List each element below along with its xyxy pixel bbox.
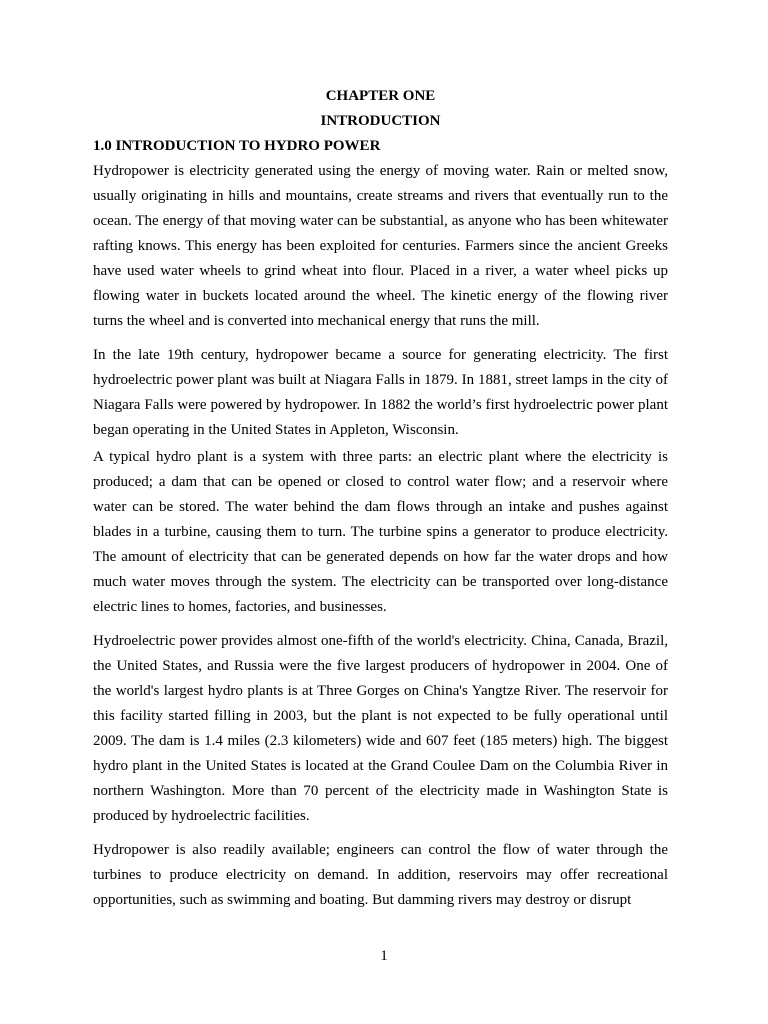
document-page (93, 84, 668, 913)
chapter-title: INTRODUCTION (320, 113, 441, 129)
page-number: 1 (380, 948, 388, 964)
paragraph-hydropower-definition: Hydropower is electricity generated using the energy of moving water. Rain or melted snow, usually originating in hills and mountains, create streams and rivers that eventually run to the ocean. The energy of that moving water can be substantial, as anyone who has been whitewater rafting knows. This energy has been exploited for centuries. Farmers since the ancient Greeks have used water wheels to grind wheat into flour. Placed in a river, a water wheel picks up flowing water in buckets located around the wheel. The kinetic energy of the flowing river turns the wheel and is converted into mechanical energy that runs the mill. (93, 163, 668, 329)
section-heading: 1.0 INTRODUCTION TO HYDRO POWER (93, 138, 381, 154)
paragraph-world-production: Hydroelectric power provides almost one-fifth of the world's electricity. China, Canada, Brazil, the United States, and Russia were the five largest producers of hydropower in 2004. One of the world's largest hydro plants is at Three Gorges on China's Yangtze River. The reservoir for this facility started filling in 2003, but the plant is not expected to be fully operational until 2009. The dam is 1.4 miles (2.3 kilometers) wide and 607 feet (185 meters) high. The biggest hydro plant in the United States is located at the Grand Coulee Dam on the Columbia River in northern Washington. More than 70 percent of the electricity made in Washington State is produced by hydroelectric facilities. (93, 633, 668, 824)
paragraph-availability: Hydropower is also readily available; engineers can control the flow of water through the turbines to produce electricity on demand. In addition, reservoirs may offer recreational opportunities, such as swimming and boating. But damming rivers may destroy or disrupt (93, 842, 668, 908)
paragraph-history: In the late 19th century, hydropower became a source for generating electricity. The first hydroelectric power plant was built at Niagara Falls in 1879. In 1881, street lamps in the city of Niagara Falls were powered by hydropower. In 1882 the world’s first hydroelectric power plant began operating in the United States in Appleton, Wisconsin. (93, 347, 668, 438)
chapter-label: CHAPTER ONE (325, 88, 436, 104)
paragraph-hydro-plant-system: A typical hydro plant is a system with three parts: an electric plant where the electricity is produced; a dam that can be opened or closed to control water flow; and a reservoir where water can be stored. The water behind the dam flows through an intake and pushes against blades in a turbine, causing them to turn. The turbine spins a generator to produce electricity. The amount of electricity that can be generated depends on how far the water drops and how much water moves through the system. The electricity can be transported over long-distance electric lines to homes, factories, and businesses. (93, 449, 668, 615)
